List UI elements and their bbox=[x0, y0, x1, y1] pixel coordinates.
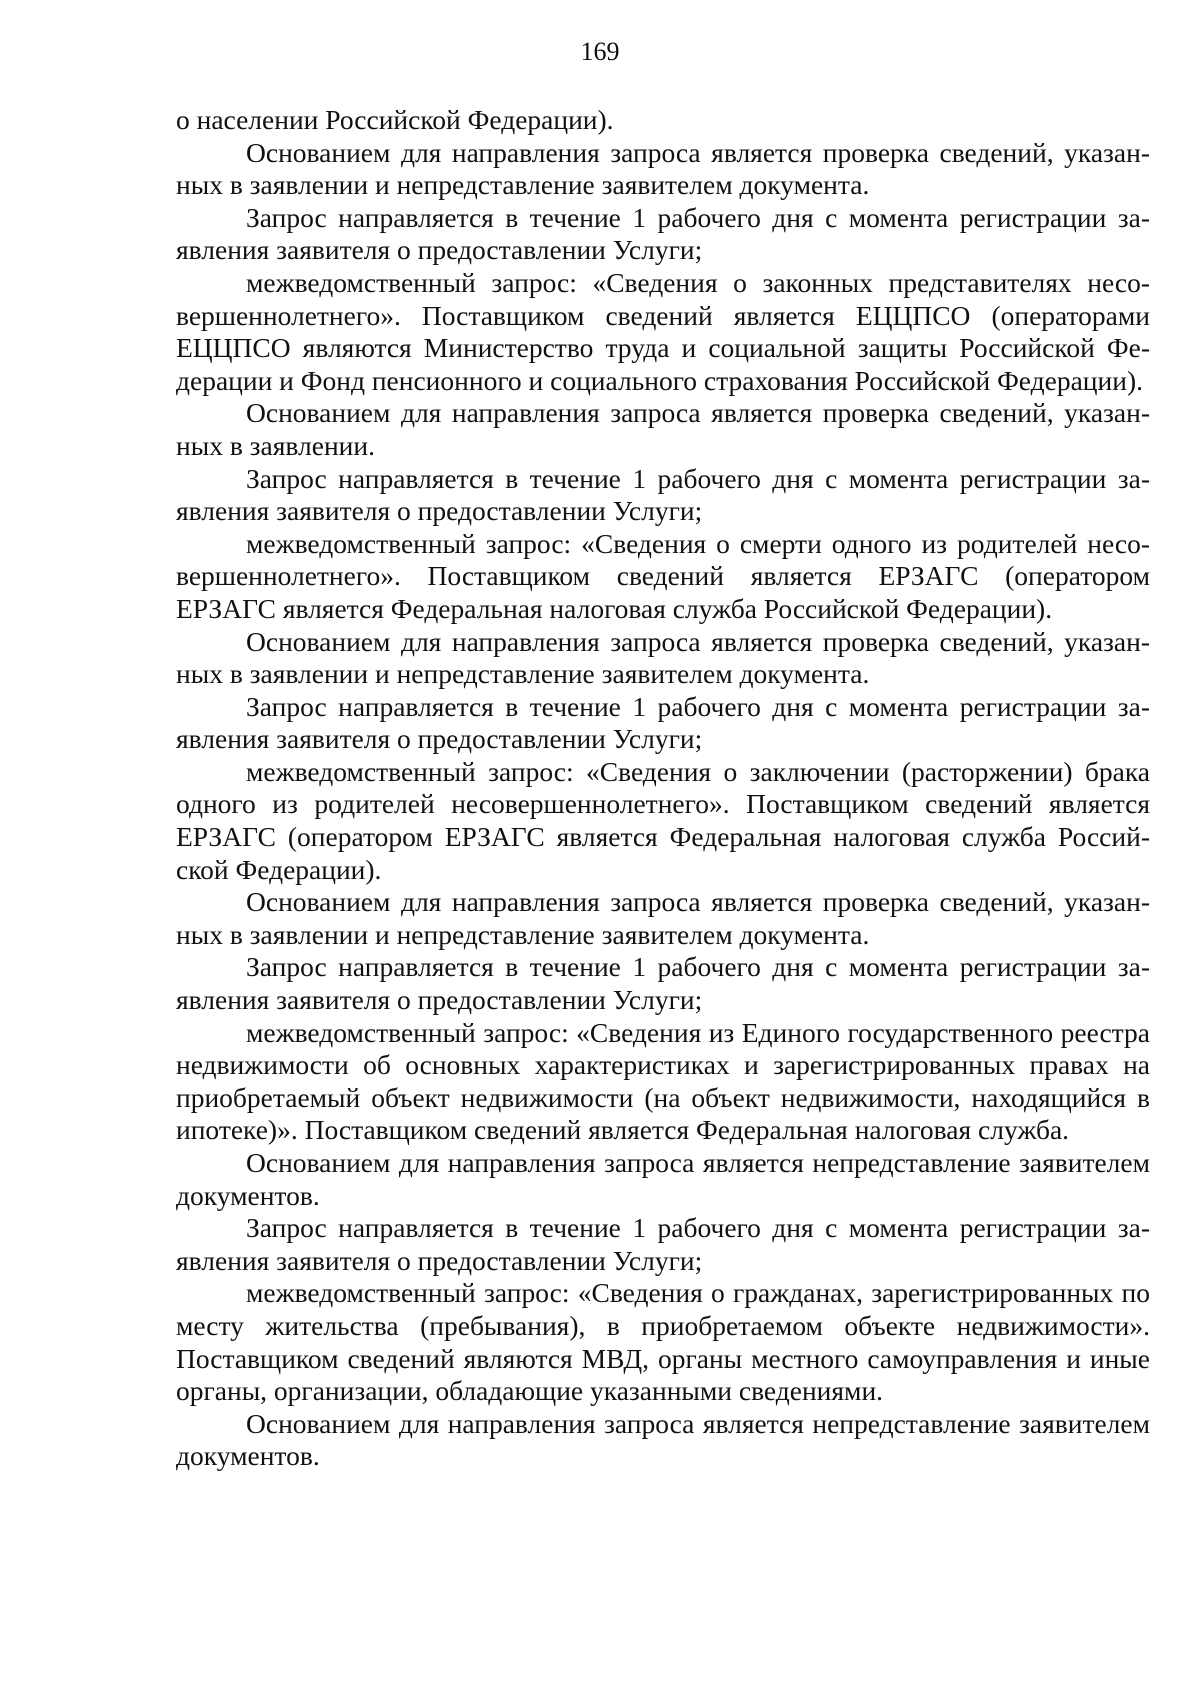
paragraph: Запрос направляется в течение 1 рабочего дня с момента регистрации заявления заявителя о предоставлении Услуги; bbox=[176, 690, 1150, 755]
document-body bbox=[176, 104, 1150, 1473]
paragraph: межведомственный запрос: «Сведения о гражданах, зарегистрированных по месту жительства (пребывания), в приобретаемом объекте недвижимости». Поставщиком сведений являются МВД, органы местного самоуправления и иные органы, организации, обладающие указанными сведениями. bbox=[176, 1277, 1150, 1407]
paragraph: межведомственный запрос: «Сведения о законных представителях несовершеннолетнего». Поставщиком сведений является ЕЦЦПСО (операторами ЕЦЦПСО являются Министерство труда и социальной защиты Российской Федерации и Фонд пенсионного и социального страхования Российской Федерации). bbox=[176, 266, 1150, 396]
paragraph: Запрос направляется в течение 1 рабочего дня с момента регистрации заявления заявителя о предоставлении Услуги; bbox=[176, 1212, 1150, 1276]
paragraph: Запрос направляется в течение 1 рабочего дня с момента регистрации заявления заявителя о предоставлении Услуги; bbox=[176, 462, 1150, 527]
paragraph: Основанием для направления запроса является проверка сведений, указанных в заявлении и непредставление заявителем документа. bbox=[176, 136, 1150, 201]
paragraph: Основанием для направления запроса является непредставление заявителем документов. bbox=[176, 1407, 1150, 1472]
paragraph: межведомственный запрос: «Сведения о смерти одного из родителей несовершеннолетнего». Поставщиком сведений является ЕРЗАГС (оператором ЕРЗАГС является Федеральная налоговая служба Российской Федерации). bbox=[176, 527, 1150, 624]
paragraph-continuation: о населении Российской Федерации). bbox=[176, 104, 614, 135]
paragraph: Основанием для направления запроса является проверка сведений, указанных в заявлении и непредставление заявителем документа. bbox=[176, 886, 1150, 950]
paragraph: Основанием для направления запроса является непредставление заявителем документов. bbox=[176, 1147, 1150, 1211]
paragraph: Основанием для направления запроса является проверка сведений, указанных в заявлении и непредставление заявителем документа. bbox=[176, 625, 1150, 690]
paragraph: Запрос направляется в течение 1 рабочего дня с момента регистрации заявления заявителя о предоставлении Услуги; bbox=[176, 951, 1150, 1016]
page-number: 169 bbox=[580, 37, 620, 66]
paragraph: Запрос направляется в течение 1 рабочего дня с момента регистрации заявления заявителя о предоставлении Услуги; bbox=[176, 201, 1150, 266]
paragraph: межведомственный запрос: «Сведения о заключении (расторжении) брака одного из родителей несовершеннолетнего». Поставщиком сведений является ЕРЗАГС (оператором ЕРЗАГС является Федеральная налоговая служба Российской Федерации). bbox=[176, 755, 1150, 885]
paragraph: межведомственный запрос: «Сведения из Единого государственного реестра недвижимости об основных характеристиках и зарегистрированных правах на приобретаемый объект недвижимости (на объект недвижимости, находящийся в ипотеке)». Поставщиком сведений является Федеральная налоговая служба. bbox=[176, 1016, 1150, 1146]
paragraph: Основанием для направления запроса является проверка сведений, указанных в заявлении. bbox=[176, 397, 1150, 461]
